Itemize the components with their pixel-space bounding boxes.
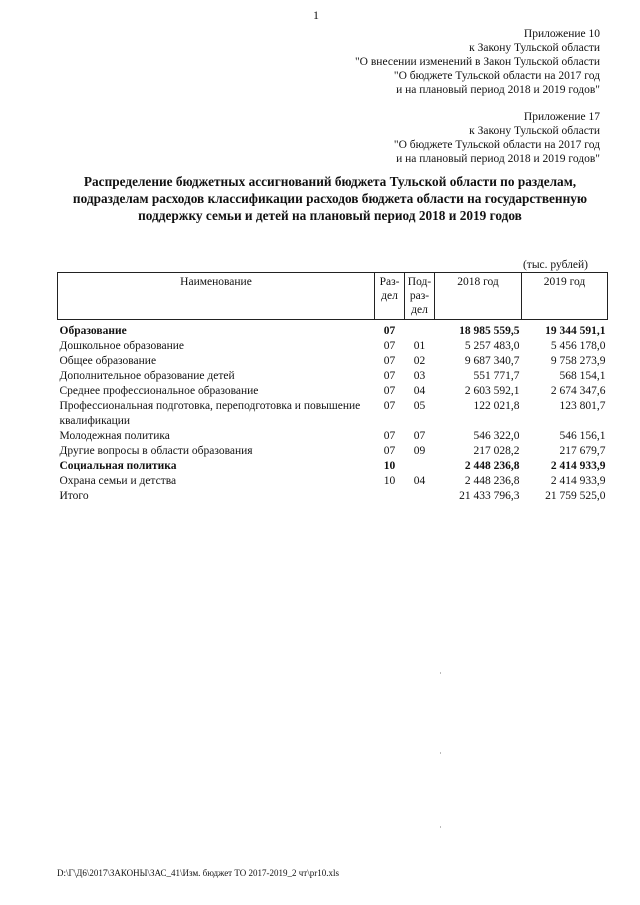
cell-section: 07 xyxy=(383,355,396,367)
cell-subsection: 04 xyxy=(413,385,426,397)
cell-section: 07 xyxy=(383,370,396,382)
table-body xyxy=(58,320,608,505)
table-row xyxy=(58,354,608,369)
cell-name: Дошкольное образование xyxy=(59,340,185,352)
appendix-17-line: Приложение 17 xyxy=(523,111,600,123)
table-row xyxy=(58,474,608,489)
appendix-10-line: и на плановый период 2018 и 2019 годов" xyxy=(396,84,600,96)
cell-subsection xyxy=(405,489,435,504)
appendix-17-header xyxy=(394,110,600,166)
appendix-17-line: и на плановый период 2018 и 2019 годов" xyxy=(396,153,600,165)
page-number: 1 xyxy=(313,8,319,22)
appendix-17-line: к Закону Тульской области xyxy=(469,125,600,137)
cell-2019: 217 679,7 xyxy=(559,445,606,457)
table-row xyxy=(58,384,608,399)
cell-subsection: 02 xyxy=(413,355,426,367)
cell-2018: 5 257 483,0 xyxy=(464,340,520,352)
appendix-10-line: Приложение 10 xyxy=(523,28,600,40)
cell-2018: 122 021,8 xyxy=(473,400,520,412)
cell-2018: 18 985 559,5 xyxy=(459,325,520,337)
cell-2019: 568 154,1 xyxy=(559,370,606,382)
cell-subsection xyxy=(405,320,435,340)
cell-2019: 2 414 933,9 xyxy=(550,475,606,487)
budget-table xyxy=(57,272,608,504)
column-header-subsection: Под-раз-дел xyxy=(405,273,435,320)
cell-2018: 2 448 236,8 xyxy=(464,460,520,472)
cell-2018: 551 771,7 xyxy=(473,370,520,382)
cell-subsection xyxy=(405,459,435,474)
appendix-17-line: "О бюджете Тульской области на 2017 год xyxy=(393,139,600,151)
scan-artifact xyxy=(440,826,441,828)
cell-2019: 19 344 591,1 xyxy=(545,325,606,337)
cell-2018: 2 448 236,8 xyxy=(464,475,520,487)
cell-section: 10 xyxy=(383,460,396,472)
cell-2019: 9 758 273,9 xyxy=(550,355,606,367)
table-row xyxy=(58,489,608,504)
table-row xyxy=(58,369,608,384)
cell-2018: 21 433 796,3 xyxy=(459,490,520,502)
cell-section: 07 xyxy=(383,340,396,352)
cell-2019: 2 414 933,9 xyxy=(550,460,606,472)
cell-section xyxy=(375,489,405,504)
file-path-footer: D:\Г\Д6\2017\ЗАКОНЫ\ЗАС_41\Изм. бюджет ТО 2017-2019_2 чт\pr10.xls xyxy=(57,868,339,878)
table-row xyxy=(58,320,608,340)
cell-section: 07 xyxy=(383,325,396,337)
column-header-2019: 2019 год xyxy=(522,273,608,320)
cell-name: Среднее профессиональное образование xyxy=(59,385,259,397)
cell-2019: 2 674 347,6 xyxy=(550,385,606,397)
cell-subsection: 01 xyxy=(413,340,426,352)
column-header-2018: 2018 год xyxy=(435,273,522,320)
cell-section: 07 xyxy=(383,400,396,412)
table-row xyxy=(58,459,608,474)
cell-name: Охрана семьи и детства xyxy=(59,475,177,487)
cell-section: 10 xyxy=(383,475,396,487)
units-label: (тыс. рублей) xyxy=(522,259,588,271)
appendix-10-line: "О бюджете Тульской области на 2017 год xyxy=(393,70,600,82)
cell-2018: 217 028,2 xyxy=(473,445,520,457)
cell-name: Дополнительное образование детей xyxy=(59,370,235,382)
cell-2019: 5 456 178,0 xyxy=(550,340,606,352)
cell-subsection: 09 xyxy=(413,445,426,457)
cell-name: Другие вопросы в области образования xyxy=(59,445,253,457)
table-row xyxy=(58,429,608,444)
cell-subsection: 03 xyxy=(413,370,426,382)
column-header-name: Наименование xyxy=(58,273,375,320)
cell-2018: 9 687 340,7 xyxy=(464,355,520,367)
cell-section: 07 xyxy=(383,430,396,442)
table-row xyxy=(58,444,608,459)
cell-subsection: 05 xyxy=(413,400,426,412)
cell-subsection: 04 xyxy=(413,475,426,487)
table-header-row xyxy=(58,273,608,320)
cell-name: Общее образование xyxy=(59,355,157,367)
appendix-10-line: "О внесении изменений в Закон Тульской области xyxy=(354,56,600,68)
cell-subsection: 07 xyxy=(413,430,426,442)
cell-name: Социальная политика xyxy=(59,460,177,472)
cell-2019: 123 801,7 xyxy=(559,400,606,412)
cell-section: 07 xyxy=(383,445,396,457)
cell-name: Образование xyxy=(59,325,127,337)
scan-artifact xyxy=(440,672,441,674)
table-row xyxy=(58,339,608,354)
table-row xyxy=(58,399,608,429)
cell-2019: 546 156,1 xyxy=(559,430,606,442)
appendix-10-header xyxy=(355,27,600,97)
cell-name: Итого xyxy=(59,490,89,502)
document-title: Распределение бюджетных ассигнований бюджета Тульской области по разделам, подразделам расходов классификации расходов бюджета области на государственную поддержку семьи и детей на плановый период 2018 и 2019 годов xyxy=(72,174,588,223)
cell-name: Профессиональная подготовка, переподготовка и повышение квалификации xyxy=(59,400,361,427)
cell-2019: 21 759 525,0 xyxy=(545,490,606,502)
column-header-section: Раз-дел xyxy=(375,273,405,320)
cell-section: 07 xyxy=(383,385,396,397)
cell-name: Молодежная политика xyxy=(59,430,170,442)
cell-2018: 2 603 592,1 xyxy=(464,385,520,397)
appendix-10-line: к Закону Тульской области xyxy=(469,42,600,54)
cell-2018: 546 322,0 xyxy=(473,430,520,442)
scan-artifact xyxy=(440,752,441,754)
